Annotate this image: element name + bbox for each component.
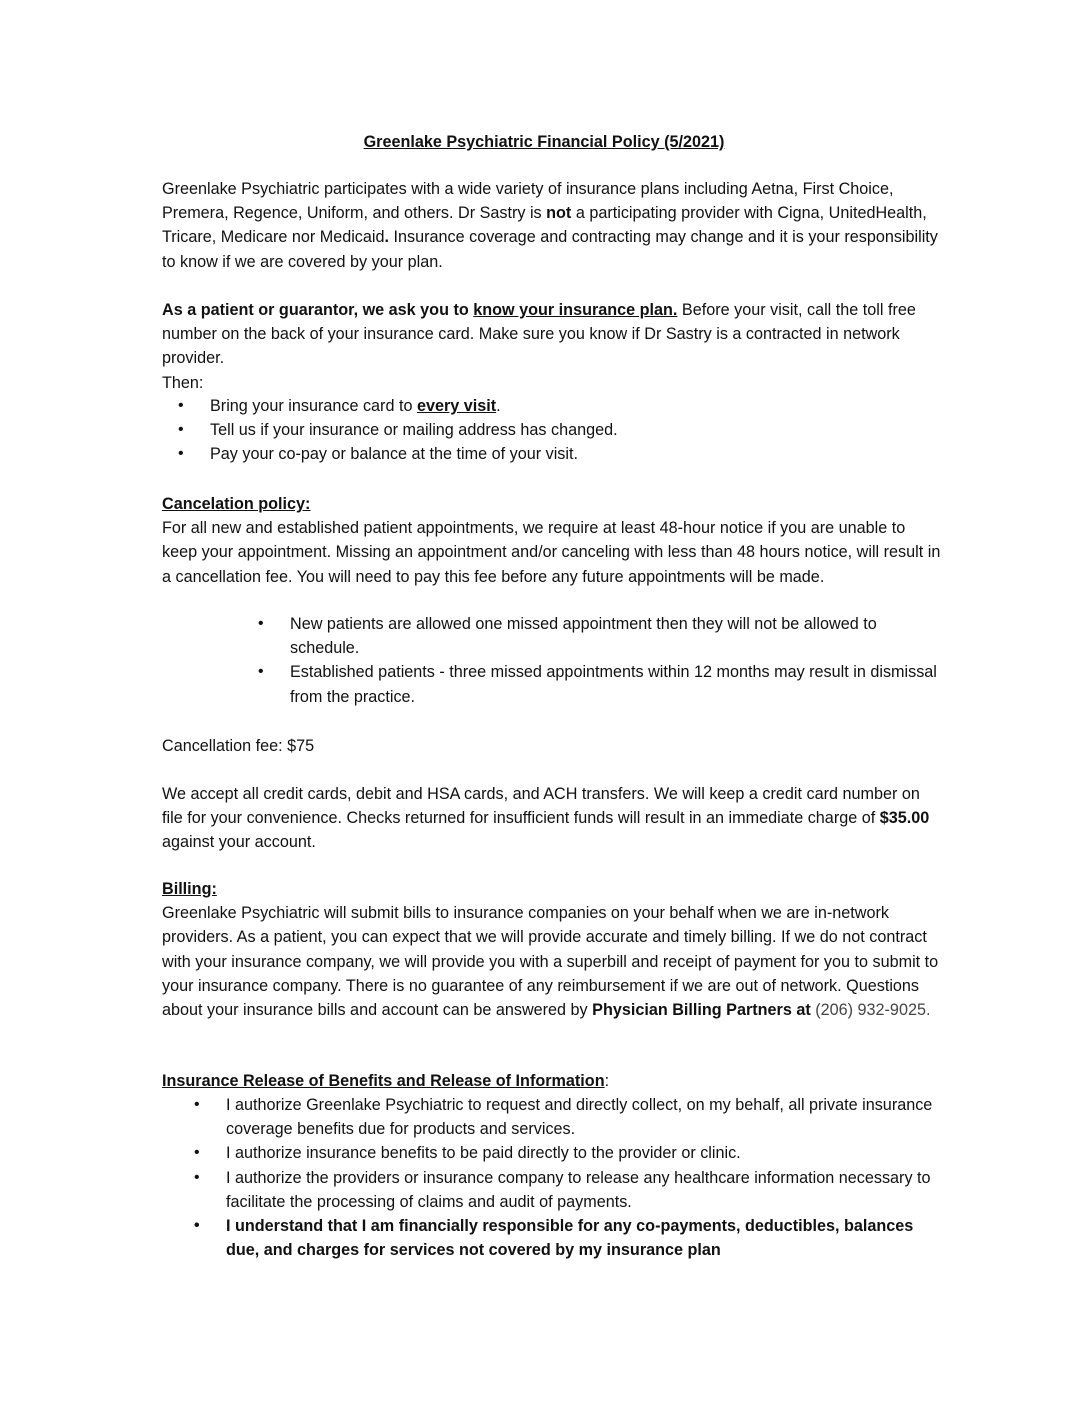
intro-emphasis-not: not bbox=[546, 204, 572, 223]
page-title: Greenlake Psychiatric Financial Policy (5/2021) bbox=[363, 133, 725, 151]
list-item: • New patients are allowed one missed appointment then they will not be allowed to schedule. bbox=[290, 612, 940, 660]
missed-appointment-rules bbox=[290, 612, 940, 709]
intro-text-a: Greenlake Psychiatric participates with a wide variety of insurance plans including Aetna, First Choice, Premera, Regence, Uniform, and others. Dr Sastry is bbox=[162, 180, 894, 223]
list-item: • I authorize the providers or insurance company to release any healthcare information necessary to facilitate the processing of claims and audit of payments. bbox=[226, 1166, 941, 1214]
billing-heading: Billing: bbox=[162, 880, 217, 898]
every-visit-emphasis: every visit bbox=[416, 397, 497, 415]
know-body: Before your visit, call the toll free number on the back of your insurance card. Make sure you know if Dr Sastry is a contracted in network provider. bbox=[162, 301, 916, 368]
list-item: • I authorize insurance benefits to be paid directly to the provider or clinic. bbox=[226, 1141, 941, 1165]
intro-period: . bbox=[384, 228, 390, 247]
payment-paragraph: We accept all credit cards, debit and HSA cards, and ACH transfers. We will keep a credit card number on file for your convenience. Checks returned for insufficient funds will result in an immediate charge of $35.00 against your account. bbox=[162, 785, 930, 852]
know-plan-emphasis: know your insurance plan. bbox=[473, 301, 678, 319]
release-section: Insurance Release of Benefits and Release of Information: bbox=[162, 1072, 610, 1090]
then-label: Then: bbox=[162, 373, 204, 392]
list-item: • Pay your co-pay or balance at the time of your visit. bbox=[210, 442, 940, 466]
cancellation-fee: Cancellation fee: $75 bbox=[162, 737, 315, 755]
intro-text-e: Insurance coverage and contracting may change and it is your responsibility to know if we are covered by your plan. bbox=[162, 228, 938, 271]
billing-phone: (206) 932-9025. bbox=[815, 1001, 931, 1020]
list-item: • Bring your insurance card to every visit. bbox=[210, 394, 940, 418]
authorization-list bbox=[226, 1093, 941, 1262]
cancelation-body: For all new and established patient appointments, we require at least 48-hour notice if you are unable to keep your appointment. Missing an appointment and/or canceling with less than 48 hours notice, will result in a cancellation fee. You will need to pay this fee before any future appointments will be made. bbox=[162, 519, 941, 586]
release-heading: Insurance Release of Benefits and Release of Information bbox=[162, 1072, 605, 1090]
know-plan-section bbox=[162, 298, 942, 395]
know-lead: As a patient or guarantor, we ask you to bbox=[162, 301, 474, 319]
billing-partner-name: Physician Billing Partners at bbox=[592, 1001, 816, 1020]
list-item: • I understand that I am financially responsible for any co-payments, deductibles, balances due, and charges for services not covered by my insurance plan bbox=[226, 1214, 941, 1262]
list-item: • Established patients - three missed appointments within 12 months may result in dismissal from the practice. bbox=[290, 660, 940, 708]
intro-paragraph bbox=[162, 177, 942, 274]
cancelation-heading: Cancelation policy: bbox=[162, 495, 311, 513]
cancelation-section bbox=[162, 492, 942, 589]
nsf-charge-amount: $35.00 bbox=[879, 809, 930, 828]
intro-text-c: a participating provider with Cigna, UnitedHealth, Tricare, Medicare nor Medicaid bbox=[162, 204, 927, 247]
billing-section: Billing: Greenlake Psychiatric will submit bills to insurance companies on your behalf when we are in-network providers. As a patient, you can expect that we will provide accurate and timely billing. If we do not contract with your insurance company, we will provide you with a superbill and receipt of payment for you to submit to your insurance company. There is no guarantee of any reimbursement if we are out of network. Questions about your insurance bills and account can be answered by Physician Billing Partners at (206) 932-9025. bbox=[162, 877, 942, 1022]
visit-checklist bbox=[210, 394, 940, 467]
list-item: • I authorize Greenlake Psychiatric to request and directly collect, on my behalf, all private insurance coverage benefits due for products and services. bbox=[226, 1093, 941, 1141]
list-item: • Tell us if your insurance or mailing address has changed. bbox=[210, 418, 940, 442]
